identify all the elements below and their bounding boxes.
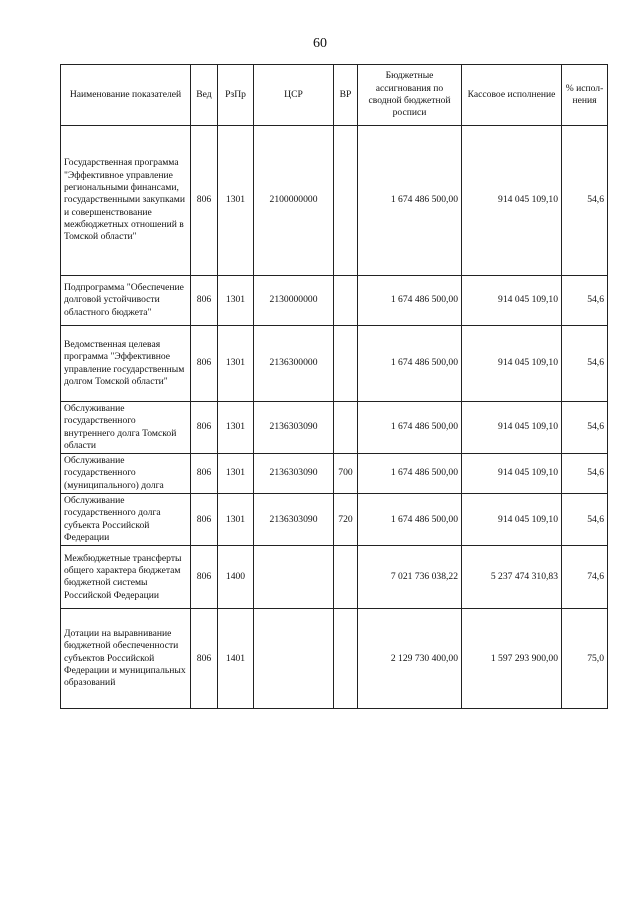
row-pct: 54,6 bbox=[562, 494, 608, 546]
budget-execution-table bbox=[60, 64, 608, 709]
row-budget: 7 021 736 038,22 bbox=[358, 546, 462, 609]
row-pct: 54,6 bbox=[562, 326, 608, 402]
table-row bbox=[61, 546, 608, 609]
row-budget: 1 674 486 500,00 bbox=[358, 276, 462, 326]
row-rzpr: 1301 bbox=[218, 326, 254, 402]
row-kassa: 914 045 109,10 bbox=[462, 454, 562, 494]
row-csr: 2100000000 bbox=[254, 126, 334, 276]
row-name: Межбюджетные трансферты общего характера бюджетам бюджетной системы Российской Федерации bbox=[61, 546, 191, 609]
row-pct: 54,6 bbox=[562, 454, 608, 494]
page-number: 60 bbox=[313, 36, 327, 51]
row-ved: 806 bbox=[191, 326, 218, 402]
row-budget: 1 674 486 500,00 bbox=[358, 454, 462, 494]
row-csr bbox=[254, 609, 334, 709]
row-ved: 806 bbox=[191, 546, 218, 609]
row-rzpr: 1301 bbox=[218, 454, 254, 494]
row-csr: 2136303090 bbox=[254, 494, 334, 546]
row-rzpr: 1301 bbox=[218, 126, 254, 276]
row-vr bbox=[334, 276, 358, 326]
row-kassa: 914 045 109,10 bbox=[462, 494, 562, 546]
table-row bbox=[61, 276, 608, 326]
row-name: Подпрограмма "Обеспечение долговой устойчивости областного бюджета" bbox=[61, 276, 191, 326]
row-ved: 806 bbox=[191, 494, 218, 546]
row-vr bbox=[334, 609, 358, 709]
table-row bbox=[61, 126, 608, 276]
row-budget: 1 674 486 500,00 bbox=[358, 402, 462, 454]
row-rzpr: 1301 bbox=[218, 276, 254, 326]
header-pct: % испол-нения bbox=[562, 65, 608, 126]
table-row bbox=[61, 609, 608, 709]
row-kassa: 914 045 109,10 bbox=[462, 276, 562, 326]
row-csr: 2136300000 bbox=[254, 326, 334, 402]
row-kassa: 1 597 293 900,00 bbox=[462, 609, 562, 709]
table-row bbox=[61, 454, 608, 494]
header-ved: Вед bbox=[191, 65, 218, 126]
row-csr: 2136303090 bbox=[254, 454, 334, 494]
row-kassa: 914 045 109,10 bbox=[462, 326, 562, 402]
table-row bbox=[61, 494, 608, 546]
row-name: Обслуживание государственного долга субъекта Российской Федерации bbox=[61, 494, 191, 546]
row-rzpr: 1400 bbox=[218, 546, 254, 609]
row-vr bbox=[334, 402, 358, 454]
row-pct: 54,6 bbox=[562, 276, 608, 326]
row-vr bbox=[334, 326, 358, 402]
row-kassa: 5 237 474 310,83 bbox=[462, 546, 562, 609]
row-csr bbox=[254, 546, 334, 609]
row-pct: 54,6 bbox=[562, 402, 608, 454]
table-row bbox=[61, 326, 608, 402]
row-name: Обслуживание государственного (муниципального) долга bbox=[61, 454, 191, 494]
row-ved: 806 bbox=[191, 454, 218, 494]
header-name: Наименование показателей bbox=[61, 65, 191, 126]
row-vr: 720 bbox=[334, 494, 358, 546]
table-header-row bbox=[61, 65, 608, 126]
header-budget: Бюджетные ассигнования по сводной бюджетной росписи bbox=[358, 65, 462, 126]
row-budget: 1 674 486 500,00 bbox=[358, 126, 462, 276]
row-name: Государственная программа "Эффективное управление региональными финансами, государственными закупками и совершенствование межбюджетных отношений в Томской области" bbox=[61, 126, 191, 276]
row-vr: 700 bbox=[334, 454, 358, 494]
row-pct: 74,6 bbox=[562, 546, 608, 609]
row-kassa: 914 045 109,10 bbox=[462, 402, 562, 454]
row-ved: 806 bbox=[191, 276, 218, 326]
header-vr: ВР bbox=[334, 65, 358, 126]
row-ved: 806 bbox=[191, 609, 218, 709]
row-budget: 2 129 730 400,00 bbox=[358, 609, 462, 709]
table-row bbox=[61, 402, 608, 454]
row-rzpr: 1301 bbox=[218, 402, 254, 454]
row-budget: 1 674 486 500,00 bbox=[358, 326, 462, 402]
row-ved: 806 bbox=[191, 126, 218, 276]
row-csr: 2130000000 bbox=[254, 276, 334, 326]
header-kassa: Кассовое исполнение bbox=[462, 65, 562, 126]
row-ved: 806 bbox=[191, 402, 218, 454]
row-rzpr: 1401 bbox=[218, 609, 254, 709]
row-csr: 2136303090 bbox=[254, 402, 334, 454]
header-rzpr: РзПр bbox=[218, 65, 254, 126]
row-name: Ведомственная целевая программа "Эффективное управление государственным долгом Томской области" bbox=[61, 326, 191, 402]
header-csr: ЦСР bbox=[254, 65, 334, 126]
row-pct: 75,0 bbox=[562, 609, 608, 709]
row-name: Обслуживание государственного внутреннего долга Томской области bbox=[61, 402, 191, 454]
row-rzpr: 1301 bbox=[218, 494, 254, 546]
row-budget: 1 674 486 500,00 bbox=[358, 494, 462, 546]
row-name: Дотации на выравнивание бюджетной обеспеченности субъектов Российской Федерации и муниципальных образований bbox=[61, 609, 191, 709]
row-vr bbox=[334, 126, 358, 276]
row-kassa: 914 045 109,10 bbox=[462, 126, 562, 276]
row-pct: 54,6 bbox=[562, 126, 608, 276]
row-vr bbox=[334, 546, 358, 609]
